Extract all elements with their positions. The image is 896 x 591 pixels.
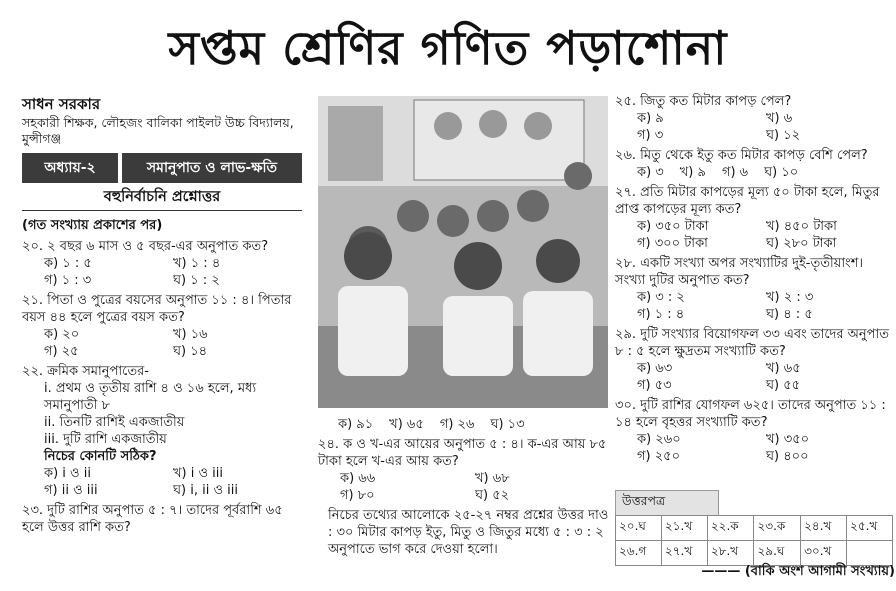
author-name: সাধন সরকার [22, 95, 101, 113]
option-d: ঘ) ১৩ [490, 417, 525, 432]
question-21 [22, 292, 302, 360]
option-a: ক) ৩ : ২ [637, 290, 685, 305]
answer-cell: ২১.খ [661, 516, 707, 541]
option-c: গ) ii ও iii [44, 483, 98, 498]
question-stem: ২৭. প্রতি মিটার কাপড়ের মূল্য ৫০ টাকা হলে, মিতুর প্রাপ্ত কাপড়ের মূল্য কত? [615, 185, 880, 217]
option-d: ঘ) ২৮০ টাকা [766, 236, 837, 251]
option-d: ঘ) ৫৫ [766, 378, 801, 393]
statement-ii: ii. তিনটি রাশিই একজাতীয় [44, 415, 185, 430]
passage-25-27: নিচের তথ্যের আলোকে ২৫-২৭ নম্বর প্রশ্নের উত্তর দাও : ৩০ মিটার কাপড় ইতু, মিতু ও জিতুর মধ্যে ৫ : ৩ : ২ অনুপাতে ভাগ করে দেওয়া হলো। [328, 508, 609, 557]
statement-iii: iii. দুটি রাশি একজাতীয় [44, 432, 167, 447]
option-c: গ) ৩০০ টাকা [637, 236, 708, 251]
answer-cell: ২২.ক [707, 516, 754, 541]
answer-sheet [615, 490, 893, 566]
answer-cell: ৩০.খ [801, 541, 847, 566]
question-27 [615, 184, 895, 252]
option-c: গ) ১ : ৪ [637, 307, 685, 322]
option-d: ঘ) ৫২ [475, 488, 510, 503]
answer-cell: ২৩.ক [754, 516, 801, 541]
chapter-banner [22, 153, 302, 183]
option-b: খ) ৬৫ [389, 417, 424, 432]
option-d: ঘ) ১২ [766, 128, 801, 143]
option-c: গ) ৮০ [340, 488, 375, 503]
question-23 [22, 502, 302, 536]
option-b: খ) ১৬ [173, 327, 208, 342]
continued-note: ——— (বাকি অংশ আগামী সংখ্যায়) [701, 564, 895, 579]
classroom-photo [318, 96, 608, 408]
option-a: ক) ৬৩ [637, 361, 673, 376]
option-a: ক) ২০ [44, 327, 80, 342]
table-row [616, 516, 893, 541]
option-a: ক) ৩ [637, 165, 664, 180]
section-divider [22, 210, 302, 211]
option-c: গ) ৬ [721, 165, 749, 180]
option-b: খ) ৬৫ [766, 361, 801, 376]
question-stem: ২১. পিতা ও পুত্রের বয়সের অনুপাত ১১ : ৪। পিতার বয়স ৪৪ হলে পুত্রের বয়স কত? [22, 293, 292, 325]
option-d: ঘ) ১০ [764, 165, 799, 180]
question-stem: ২৯. দুটি সংখ্যার বিয়োগফল ৩৩ এবং তাদের অনুপাত ৮ : ৫ হলে ক্ষুদ্রতম সংখ্যাটি কত? [615, 327, 890, 359]
answer-cell: ২০.ঘ [616, 516, 662, 541]
answer-cell: ২৪.খ [801, 516, 847, 541]
previous-note: (গত সংখ্যায় প্রকাশের পর) [22, 218, 163, 233]
option-a: ক) ১ : ৫ [44, 256, 92, 271]
right-column [615, 90, 895, 465]
section-title: বহুনির্বাচনি প্রশ্নোত্তর [103, 189, 221, 205]
chapter-title: সমানুপাত ও লাভ-ক্ষতি [122, 153, 302, 183]
option-c: গ) ৩ [637, 128, 664, 143]
question-28 [615, 255, 895, 323]
left-column [22, 96, 302, 536]
option-c: গ) ২৬ [439, 417, 475, 432]
answer-cell: ২৬.গ [616, 541, 662, 566]
question-stem: ২০. ২ বছর ৬ মাস ও ৫ বছর-এর অনুপাত কত? [22, 239, 269, 254]
option-a: ক) ২৬০ [637, 432, 681, 447]
question-20 [22, 238, 302, 289]
option-c: গ) ২৫ [44, 344, 79, 359]
option-b: খ) ৩৫০ [766, 432, 810, 447]
option-d: ঘ) ১ : ২ [173, 273, 220, 288]
page-headline: সপ্তম শ্রেণির গণিত পড়াশোনা [168, 21, 728, 75]
question-stem: ২৬. মিতু থেকে ইতু কত মিটার কাপড় বেশি পেল? [615, 148, 868, 163]
question-25 [615, 93, 895, 144]
option-b: খ) ১ : ৪ [173, 256, 221, 271]
option-b: খ) ৬৮ [475, 471, 510, 486]
question-stem: ২৫. জিতু কত মিটার কাপড় পেল? [615, 94, 792, 109]
option-a: ক) ৩৫০ টাকা [637, 219, 709, 234]
option-d: ঘ) i, ii ও iii [173, 483, 239, 498]
question-stem: ২৮. একটি সংখ্যা অপর সংখ্যাটির দুই-তৃতীয়াংশ। সংখ্যা দুটির অনুপাত কত? [615, 256, 864, 288]
option-c: গ) ১ : ৩ [44, 273, 92, 288]
question-stem: ২৩. দুটি রাশির অনুপাত ৫ : ৭। তাদের পূর্বরাশি ৬৫ হলে উত্তর রাশি কত? [22, 503, 283, 535]
answer-sheet-title: উত্তরপত্র [615, 490, 719, 515]
option-b: খ) ৬ [766, 111, 793, 126]
question-29 [615, 326, 895, 394]
option-a: ক) ৯ [637, 111, 664, 126]
option-d: ঘ) ৪ : ৫ [766, 307, 813, 322]
option-a: ক) ৯১ [338, 417, 374, 432]
question-24 [318, 436, 610, 504]
option-d: ঘ) ১৪ [173, 344, 208, 359]
question-26 [615, 147, 895, 181]
answer-cell: ২৭.খ [661, 541, 707, 566]
question-stem: ২২. ক্রমিক সমানুপাতের- [22, 364, 149, 379]
option-a: ক) ৬৬ [340, 471, 376, 486]
option-a: ক) i ও ii [44, 466, 91, 481]
question-stem: ২৪. ক ও খ-এর আয়ের অনুপাত ৫ : ৪। ক-এর আয় ৮৫ টাকা হলে খ-এর আয় কত? [318, 437, 607, 469]
statement-i: i. প্রথম ও তৃতীয় রাশি ৪ ও ১৬ হলে, মধ্য সমানুপাতী ৮ [44, 381, 257, 413]
question-30 [615, 397, 895, 465]
option-b: খ) ৪৫০ টাকা [766, 219, 837, 234]
option-c: গ) ২৫০ [637, 449, 681, 464]
option-d: ঘ) ৪০০ [766, 449, 809, 464]
students-photo-illustration [318, 96, 608, 408]
option-b: খ) i ও iii [173, 466, 224, 481]
question-stem: ৩০. দুটি রাশির যোগফল ৬২৫। তাদের অনুপাত ১১ : ১৪ হলে বৃহত্তর সংখ্যাটি কত? [615, 398, 886, 430]
answer-table [615, 515, 893, 566]
answer-cell: ২৮.খ [707, 541, 754, 566]
question-23-options [318, 416, 610, 433]
middle-column-text [318, 416, 610, 558]
option-c: গ) ৫৩ [637, 378, 672, 393]
author-affiliation: সহকারী শিক্ষক, লৌহজং বালিকা পাইলট উচ্চ বিদ্যালয়, মুন্সীগঞ্জ [22, 115, 294, 146]
answer-cell: ২৯.ঘ [754, 541, 801, 566]
chapter-number: অধ্যায়-২ [22, 153, 118, 183]
question-ask: নিচের কোনটি সঠিক? [44, 449, 157, 464]
question-22 [22, 363, 302, 499]
option-b: খ) ২ : ৩ [766, 290, 814, 305]
answer-cell: ২৫.খ [847, 516, 893, 541]
option-b: খ) ৯ [679, 165, 706, 180]
